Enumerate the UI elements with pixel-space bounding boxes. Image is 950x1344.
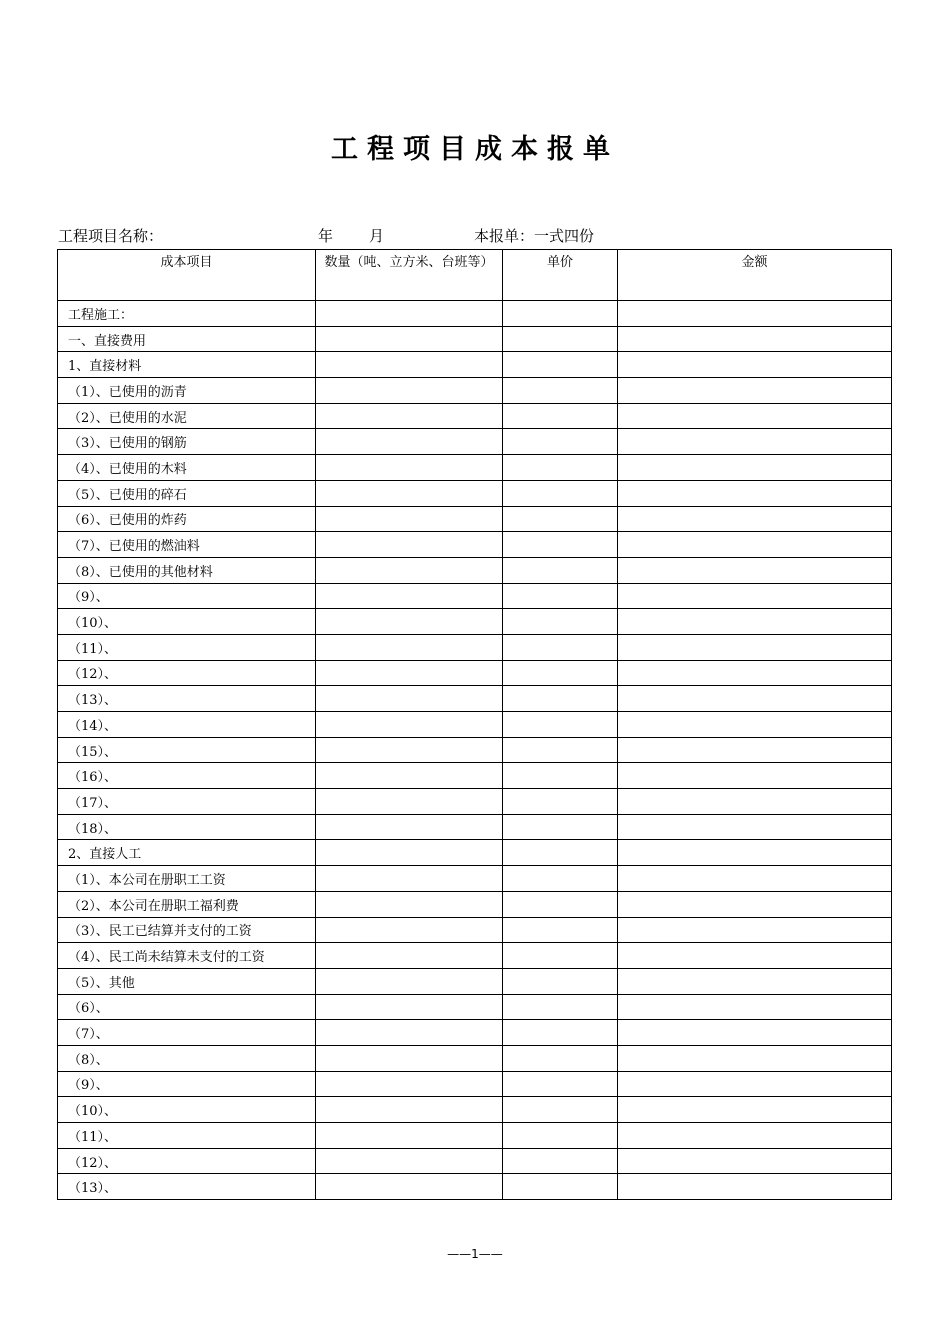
header-amount: 金额 [618,250,892,301]
unit-price-cell[interactable] [503,660,618,686]
cost-item-label: （17）、 [58,789,316,815]
cost-item-label: （9）、 [58,583,316,609]
cost-item-label: 一、直接费用 [58,326,316,352]
amount-cell[interactable] [618,1071,892,1097]
table-row [58,583,892,609]
table-row [58,1071,892,1097]
quantity-cell[interactable] [316,352,503,378]
cost-item-label: （2）、本公司在册职工福利费 [58,891,316,917]
copies-label: 本报单：一式四份 [474,227,595,245]
quantity-cell[interactable] [316,891,503,917]
unit-price-cell[interactable] [503,480,618,506]
cost-item-label: （11）、 [58,1123,316,1149]
cost-item-label: （1）、已使用的沥青 [58,378,316,404]
table-row [58,480,892,506]
unit-price-cell[interactable] [503,943,618,969]
header-unit-price: 单价 [503,250,618,301]
amount-cell[interactable] [618,532,892,558]
unit-price-cell[interactable] [503,609,618,635]
quantity-cell[interactable] [316,429,503,455]
quantity-cell[interactable] [316,532,503,558]
cost-item-label: （7）、 [58,1020,316,1046]
table-row [58,1148,892,1174]
cost-item-label: （8）、 [58,1045,316,1071]
unit-price-cell[interactable] [503,1097,618,1123]
amount-cell[interactable] [618,789,892,815]
page-number: ——1—— [447,1247,503,1261]
amount-cell[interactable] [618,634,892,660]
table-row [58,994,892,1020]
amount-cell[interactable] [618,301,892,327]
table-row [58,712,892,738]
unit-price-cell[interactable] [503,891,618,917]
cost-item-label: （1）、本公司在册职工工资 [58,866,316,892]
quantity-cell[interactable] [316,1123,503,1149]
amount-cell[interactable] [618,480,892,506]
header-row [58,250,892,301]
document-title: 工程项目成本报单 [331,134,619,165]
unit-price-cell[interactable] [503,378,618,404]
table-row [58,455,892,481]
cost-item-label: （4）、已使用的木料 [58,455,316,481]
amount-cell[interactable] [618,840,892,866]
table-row [58,609,892,635]
unit-price-cell[interactable] [503,1020,618,1046]
cost-item-label: （5）、其他 [58,968,316,994]
unit-price-cell[interactable] [503,814,618,840]
year-label: 年 [318,227,334,245]
quantity-cell[interactable] [316,994,503,1020]
cost-item-label: （13）、 [58,686,316,712]
table-row [58,403,892,429]
unit-price-cell[interactable] [503,994,618,1020]
cost-item-label: （3）、已使用的钢筋 [58,429,316,455]
amount-cell[interactable] [618,557,892,583]
table-row [58,429,892,455]
unit-price-cell[interactable] [503,763,618,789]
cost-item-label: 1、直接材料 [58,352,316,378]
table-row [58,840,892,866]
unit-price-cell[interactable] [503,301,618,327]
amount-cell[interactable] [618,1123,892,1149]
amount-cell[interactable] [618,609,892,635]
unit-price-cell[interactable] [503,455,618,481]
cost-item-label: （8）、已使用的其他材料 [58,557,316,583]
amount-cell[interactable] [618,378,892,404]
amount-cell[interactable] [618,712,892,738]
table-row [58,1123,892,1149]
amount-cell[interactable] [618,891,892,917]
quantity-cell[interactable] [316,763,503,789]
quantity-cell[interactable] [316,583,503,609]
amount-cell[interactable] [618,455,892,481]
cost-item-label: 工程施工： [58,301,316,327]
unit-price-cell[interactable] [503,557,618,583]
table-row [58,1097,892,1123]
unit-price-cell[interactable] [503,917,618,943]
cost-item-label: （6）、已使用的炸药 [58,506,316,532]
table-row [58,763,892,789]
quantity-cell[interactable] [316,506,503,532]
header-quantity: 数量（吨、立方米、台班等） [316,250,503,301]
quantity-cell[interactable] [316,455,503,481]
amount-cell[interactable] [618,1174,892,1200]
amount-cell[interactable] [618,583,892,609]
cost-item-label: （18）、 [58,814,316,840]
quantity-cell[interactable] [316,840,503,866]
amount-cell[interactable] [618,686,892,712]
amount-cell[interactable] [618,994,892,1020]
quantity-cell[interactable] [316,737,503,763]
quantity-cell[interactable] [316,480,503,506]
unit-price-cell[interactable] [503,506,618,532]
table-row [58,917,892,943]
amount-cell[interactable] [618,1045,892,1071]
quantity-cell[interactable] [316,1071,503,1097]
table-row [58,532,892,558]
cost-item-label: （11）、 [58,634,316,660]
amount-cell[interactable] [618,429,892,455]
cost-item-label: （16）、 [58,763,316,789]
amount-cell[interactable] [618,814,892,840]
quantity-cell[interactable] [316,634,503,660]
unit-price-cell[interactable] [503,583,618,609]
amount-cell[interactable] [618,1020,892,1046]
cost-item-label: （12）、 [58,660,316,686]
unit-price-cell[interactable] [503,968,618,994]
quantity-cell[interactable] [316,660,503,686]
cost-item-label: （12）、 [58,1148,316,1174]
unit-price-cell[interactable] [503,737,618,763]
table-row [58,789,892,815]
amount-cell[interactable] [618,352,892,378]
quantity-cell[interactable] [316,1020,503,1046]
cost-item-label: （10）、 [58,1097,316,1123]
amount-cell[interactable] [618,917,892,943]
amount-cell[interactable] [618,737,892,763]
unit-price-cell[interactable] [503,429,618,455]
cost-item-label: （13）、 [58,1174,316,1200]
quantity-cell[interactable] [316,789,503,815]
amount-cell[interactable] [618,326,892,352]
quantity-cell[interactable] [316,712,503,738]
table-row [58,943,892,969]
quantity-cell[interactable] [316,301,503,327]
quantity-cell[interactable] [316,814,503,840]
cost-item-label: （3）、民工已结算并支付的工资 [58,917,316,943]
unit-price-cell[interactable] [503,840,618,866]
quantity-cell[interactable] [316,557,503,583]
quantity-cell[interactable] [316,968,503,994]
amount-cell[interactable] [618,506,892,532]
project-name-label: 工程项目名称： [58,227,164,245]
quantity-cell[interactable] [316,609,503,635]
table-row [58,378,892,404]
unit-price-cell[interactable] [503,686,618,712]
table-row [58,660,892,686]
table-row [58,866,892,892]
month-label: 月 [369,227,385,245]
amount-cell[interactable] [618,660,892,686]
cost-item-label: （14）、 [58,712,316,738]
amount-cell[interactable] [618,763,892,789]
amount-cell[interactable] [618,403,892,429]
cost-item-label: （5）、已使用的碎石 [58,480,316,506]
amount-cell[interactable] [618,1148,892,1174]
header-cost-item: 成本项目 [58,250,316,301]
table-row [58,301,892,327]
cost-report-table [57,249,892,1200]
unit-price-cell[interactable] [503,1045,618,1071]
table-row [58,326,892,352]
quantity-cell[interactable] [316,378,503,404]
cost-item-label: （6）、 [58,994,316,1020]
table-row [58,1020,892,1046]
quantity-cell[interactable] [316,943,503,969]
amount-cell[interactable] [618,866,892,892]
unit-price-cell[interactable] [503,352,618,378]
amount-cell[interactable] [618,968,892,994]
unit-price-cell[interactable] [503,712,618,738]
unit-price-cell[interactable] [503,326,618,352]
unit-price-cell[interactable] [503,1123,618,1149]
table-row [58,1045,892,1071]
unit-price-cell[interactable] [503,532,618,558]
quantity-cell[interactable] [316,1097,503,1123]
unit-price-cell[interactable] [503,1071,618,1097]
cost-item-label: 2、直接人工 [58,840,316,866]
quantity-cell[interactable] [316,403,503,429]
quantity-cell[interactable] [316,326,503,352]
cost-item-label: （15）、 [58,737,316,763]
cost-item-label: （9）、 [58,1071,316,1097]
quantity-cell[interactable] [316,1174,503,1200]
table-row [58,737,892,763]
quantity-cell[interactable] [316,1148,503,1174]
quantity-cell[interactable] [316,686,503,712]
report-body [58,301,892,1200]
table-row [58,814,892,840]
quantity-cell[interactable] [316,1045,503,1071]
table-row [58,352,892,378]
unit-price-cell[interactable] [503,789,618,815]
table-row [58,686,892,712]
unit-price-cell[interactable] [503,1174,618,1200]
quantity-cell[interactable] [316,866,503,892]
amount-cell[interactable] [618,1097,892,1123]
table-row [58,557,892,583]
cost-item-label: （7）、已使用的燃油料 [58,532,316,558]
table-row [58,968,892,994]
cost-item-label: （4）、民工尚未结算未支付的工资 [58,943,316,969]
table-row [58,634,892,660]
amount-cell[interactable] [618,943,892,969]
quantity-cell[interactable] [316,917,503,943]
unit-price-cell[interactable] [503,403,618,429]
unit-price-cell[interactable] [503,1148,618,1174]
table-row [58,506,892,532]
cost-item-label: （2）、已使用的水泥 [58,403,316,429]
table-row [58,891,892,917]
table-row [58,1174,892,1200]
unit-price-cell[interactable] [503,866,618,892]
cost-item-label: （10）、 [58,609,316,635]
unit-price-cell[interactable] [503,634,618,660]
